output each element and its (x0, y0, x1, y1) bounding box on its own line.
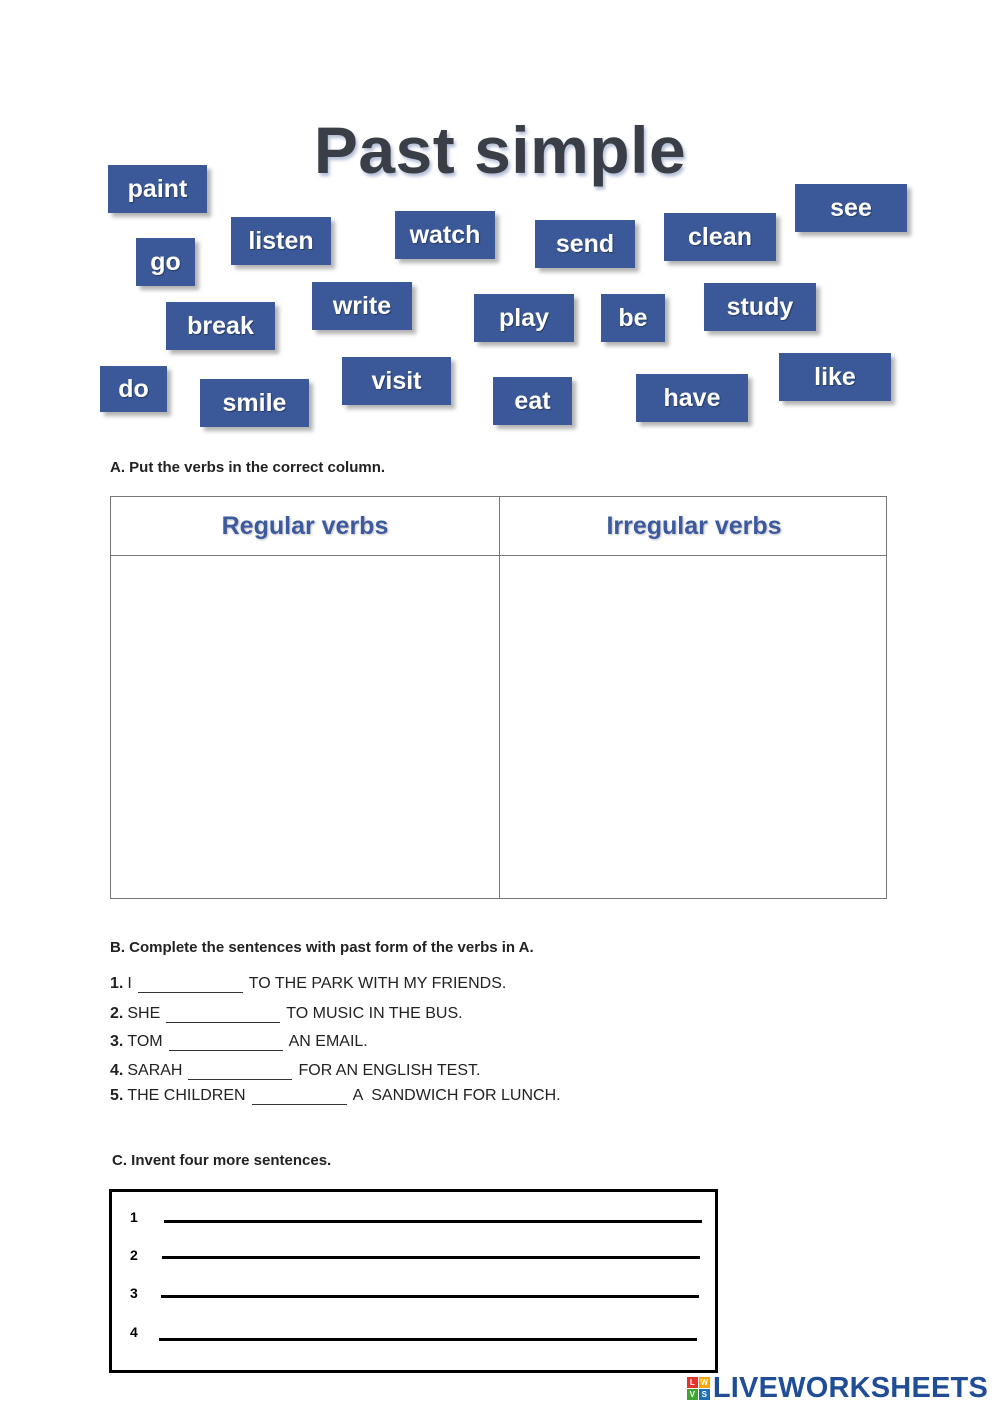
answer-blank-3[interactable] (169, 1032, 283, 1051)
sentence-end: A SANDWICH FOR LUNCH. (352, 1087, 561, 1104)
regular-verbs-drop-zone[interactable] (111, 556, 499, 898)
sentence-number: 1. (110, 975, 124, 992)
verb-chip-see[interactable]: see (795, 184, 907, 232)
sentence-start: TOM (127, 1033, 163, 1050)
sentence-number: 4. (110, 1062, 124, 1079)
writing-row-2 (112, 1247, 715, 1267)
sentence-number: 2. (110, 1005, 124, 1022)
sentence-end: TO THE PARK WITH MY FRIENDS. (248, 975, 507, 992)
verb-sorting-table (110, 496, 887, 899)
sentence-end: TO MUSIC IN THE BUS. (286, 1005, 463, 1022)
section-a-instruction: A. Put the verbs in the correct column. (110, 459, 386, 476)
verb-chip-clean[interactable]: clean (664, 213, 776, 261)
verb-chip-send[interactable]: send (535, 220, 635, 268)
writing-line[interactable] (159, 1338, 697, 1341)
brand-name: LIVEWORKSHEETS (712, 1372, 988, 1404)
sentence-5 (110, 1086, 561, 1105)
verb-chip-write[interactable]: write (312, 282, 412, 330)
regular-verbs-header: Regular verbs (221, 511, 389, 540)
verb-chip-break[interactable]: break (166, 302, 275, 350)
line-number: 3 (130, 1285, 138, 1301)
line-number: 2 (130, 1247, 138, 1263)
verb-chip-be[interactable]: be (601, 294, 665, 342)
sentence-end: FOR AN ENGLISH TEST. (298, 1062, 481, 1079)
writing-row-4 (112, 1324, 715, 1344)
verb-chip-listen[interactable]: listen (231, 217, 331, 265)
answer-blank-5[interactable] (252, 1086, 347, 1105)
sentence-start: I (127, 975, 132, 992)
sentence-start: SARAH (127, 1062, 183, 1079)
writing-line[interactable] (164, 1220, 702, 1223)
sentence-3 (110, 1032, 368, 1051)
sentence-number: 5. (110, 1087, 124, 1104)
liveworksheets-brand (687, 1372, 988, 1405)
verb-chip-watch[interactable]: watch (395, 211, 495, 259)
irregular-verbs-drop-zone[interactable] (500, 556, 888, 898)
line-number: 1 (130, 1209, 138, 1225)
answer-blank-4[interactable] (188, 1061, 292, 1080)
verb-chip-study[interactable]: study (704, 283, 816, 331)
sentence-end: AN EMAIL. (288, 1033, 368, 1050)
sentence-number: 3. (110, 1033, 124, 1050)
section-c-instruction: C. Invent four more sentences. (112, 1152, 332, 1169)
answer-blank-1[interactable] (138, 974, 243, 993)
writing-line[interactable] (161, 1295, 699, 1298)
line-number: 4 (130, 1324, 138, 1340)
sentence-4 (110, 1061, 480, 1080)
verb-chip-play[interactable]: play (474, 294, 574, 342)
sentence-start: SHE (127, 1005, 161, 1022)
sentence-2 (110, 1004, 463, 1023)
verb-chip-smile[interactable]: smile (200, 379, 309, 427)
section-b-instruction: B. Complete the sentences with past form of the verbs in A. (110, 939, 534, 956)
writing-row-1 (112, 1209, 715, 1229)
sentence-1 (110, 974, 506, 993)
verb-chip-have[interactable]: have (636, 374, 748, 422)
writing-line[interactable] (162, 1256, 700, 1259)
verb-chip-like[interactable]: like (779, 353, 891, 401)
page-title: Past simple (313, 113, 687, 187)
writing-row-3 (112, 1285, 715, 1305)
irregular-verbs-header: Irregular verbs (606, 511, 782, 540)
verb-chip-eat[interactable]: eat (493, 377, 572, 425)
sentence-start: THE CHILDREN (127, 1087, 246, 1104)
sentence-writing-box (109, 1189, 718, 1373)
verb-chip-go[interactable]: go (136, 238, 195, 286)
verb-chip-paint[interactable]: paint (108, 165, 207, 213)
liveworksheets-logo-icon: L W V S (687, 1377, 710, 1400)
answer-blank-2[interactable] (166, 1004, 280, 1023)
verb-chip-visit[interactable]: visit (342, 357, 451, 405)
verb-chip-do[interactable]: do (100, 366, 167, 412)
